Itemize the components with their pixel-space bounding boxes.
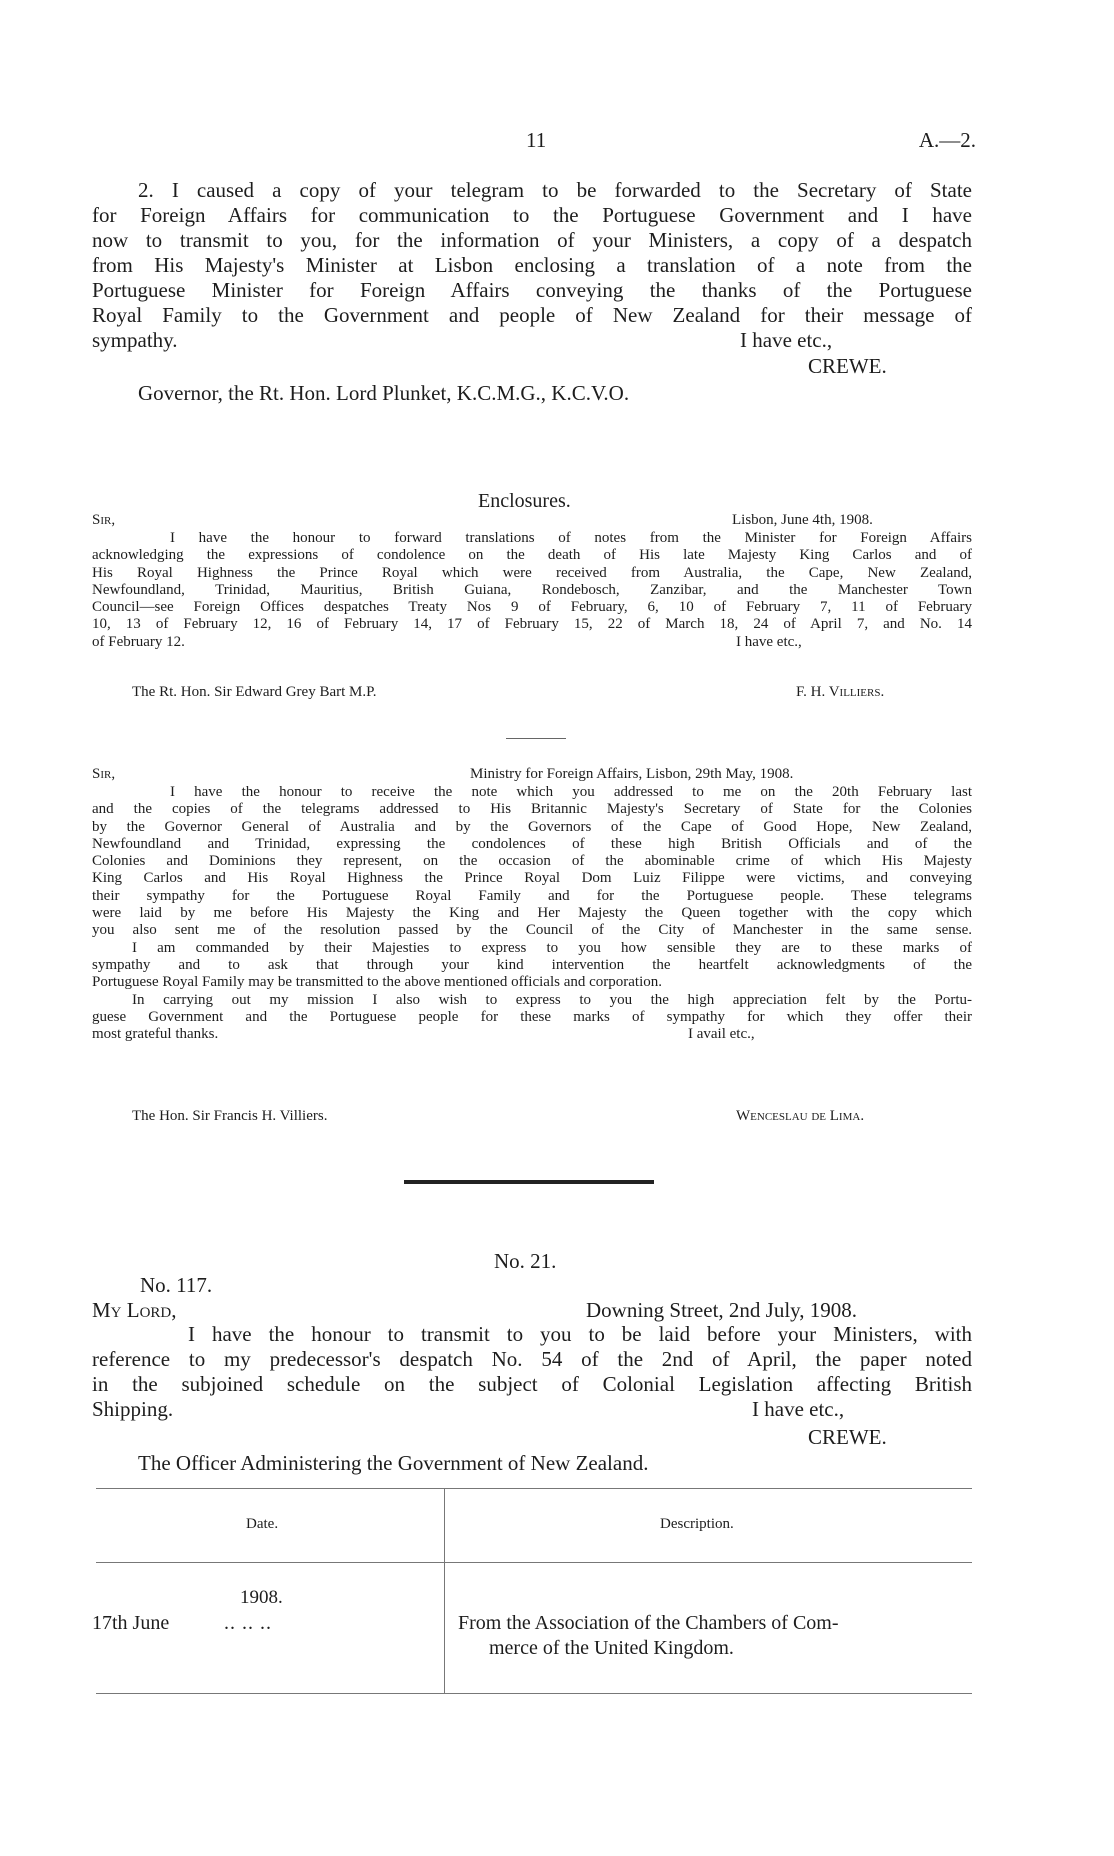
text-line: sympathy and to ask that through your kind intervention the heartfelt acknowledgments of the (92, 956, 972, 973)
text-line: Council—see Foreign Offices despatches Treaty Nos 9 of February, 6, 10 of February 7, 11 of February (92, 599, 972, 616)
despatch-body (92, 1322, 972, 1422)
text-line: I have the honour to forward translations of notes from the Minister for Foreign Affairs (170, 530, 972, 546)
table-bottom-rule (96, 1693, 972, 1694)
closing: I avail etc., (688, 1026, 755, 1043)
row-description-line-1: From the Association of the Chambers of Com- (458, 1612, 839, 1634)
table-column-divider (444, 1488, 445, 1693)
text-line: Royal Family to the Government and people of New Zealand for their message of (92, 303, 972, 327)
text-line: Newfoundland and Trinidad, expressing the condolences of these high British Officials and of the (92, 835, 972, 852)
closing: I have etc., (736, 633, 802, 650)
addressee: Governor, the Rt. Hon. Lord Plunket, K.C.M.G., K.C.V.O. (138, 381, 630, 405)
text-line: now to transmit to you, for the information of your Ministers, a copy of a despatch (92, 228, 972, 252)
closing: I have etc., (740, 328, 833, 352)
text-line: Newfoundland, Trinidad, Mauritius, British Guiana, Rondebosch, Zanzibar, and the Manchester Town (92, 581, 972, 598)
text-line: 10, 13 of February 12, 16 of February 14, 17 of February 15, 22 of March 18, 24 of April 7, and No. 14 (92, 616, 972, 633)
text-line: I am commanded by their Majesties to express to you how sensible they are to these marks of (132, 939, 972, 956)
despatch-heading: No. 21. (494, 1249, 557, 1273)
row-date: 17th June (92, 1612, 170, 1634)
text-line: in the subjoined schedule on the subject of Colonial Legislation affecting British (92, 1372, 972, 1396)
text-line: sympathy. (92, 328, 178, 352)
salutation: My Lord, (92, 1298, 177, 1322)
place-date: Ministry for Foreign Affairs, Lisbon, 29th May, 1908. (470, 766, 794, 782)
place-date: Lisbon, June 4th, 1908. (732, 512, 873, 528)
table-header-rule (96, 1562, 972, 1563)
text-line: reference to my predecessor's despatch No. 54 of the 2nd of April, the paper noted (92, 1347, 972, 1371)
text-line: King Carlos and His Royal Highness the Prince Royal Dom Luiz Filippe were victims, and conveying (92, 870, 972, 887)
enclosure-2-body (92, 784, 972, 1043)
table-year: 1908. (240, 1587, 283, 1608)
text-line: by the Governor General of Australia and by the Governors of the Cape of Good Hope, New Zealand, (92, 818, 972, 835)
text-line: you also sent me of the resolution passed by the Council of the City of Manchester in the same sense. (92, 922, 972, 939)
row-description-line-2: merce of the United Kingdom. (489, 1637, 734, 1659)
text-line: Portuguese Royal Family may be transmitted to the above mentioned officials and corporation. (92, 974, 663, 991)
letter-1-body (92, 178, 972, 353)
text-line: I have the honour to transmit to you to be laid before your Ministers, with (188, 1322, 972, 1346)
text-line: guese Government and the Portuguese people for these marks of sympathy for which they offer their (92, 1008, 972, 1025)
divider (506, 738, 566, 739)
section-divider (404, 1180, 654, 1184)
document-reference: A.—2. (918, 128, 976, 152)
despatch-number: No. 117. (140, 1273, 213, 1297)
signature: CREWE. (808, 354, 887, 378)
signature: F. H. Villiers. (796, 684, 885, 700)
text-line: most grateful thanks. (92, 1026, 219, 1043)
signature: Wenceslau de Lima. (736, 1108, 865, 1124)
place-date: Downing Street, 2nd July, 1908. (586, 1298, 858, 1322)
addressee: The Officer Administering the Government of New Zealand. (138, 1451, 649, 1475)
text-line: were laid by me before His Majesty the King and Her Majesty the Queen together with the copy which (92, 905, 972, 922)
text-line: and the copies of the telegrams addressed to His Britannic Majesty's Secretary of State for the Colonies (92, 801, 972, 818)
addressee: The Rt. Hon. Sir Edward Grey Bart M.P. (132, 684, 377, 700)
enclosures-title: Enclosures. (478, 490, 571, 512)
text-line: His Royal Highness the Prince Royal which were received from Australia, the Cape, New Zealand, (92, 564, 972, 581)
text-line: for Foreign Affairs for communication to the Portuguese Government and I have (92, 203, 972, 227)
text-line: acknowledging the expressions of condolence on the death of His late Majesty King Carlos and of (92, 547, 972, 564)
enclosure-1-body (92, 530, 972, 651)
column-header-description: Description. (660, 1516, 734, 1532)
salutation: Sir, (92, 512, 116, 528)
text-line: their sympathy for the Portuguese Royal Family and for the Portuguese people. These telegrams (92, 887, 972, 904)
page-number: 11 (526, 128, 547, 152)
text-line: Portuguese Minister for Foreign Affairs conveying the thanks of the Portuguese (92, 278, 972, 302)
table-top-rule (96, 1488, 972, 1489)
column-header-date: Date. (246, 1516, 279, 1532)
text-line: Colonies and Dominions they represent, on the occasion of the abominable crime of which His Majesty (92, 853, 972, 870)
text-line: In carrying out my mission I also wish to express to you the high appreciation felt by the Portu- (132, 991, 972, 1008)
addressee: The Hon. Sir Francis H. Villiers. (132, 1108, 328, 1124)
closing: I have etc., (752, 1397, 845, 1421)
text-line: Shipping. (92, 1397, 174, 1421)
text-line: from His Majesty's Minister at Lisbon enclosing a translation of a note from the (92, 253, 972, 277)
text-line: 2. I caused a copy of your telegram to be forwarded to the Secretary of State (138, 178, 972, 202)
salutation: Sir, (92, 766, 116, 782)
dot-leaders: .. .. .. (224, 1612, 272, 1634)
text-line: of February 12. (92, 633, 185, 650)
signature: CREWE. (808, 1425, 887, 1449)
text-line: I have the honour to receive the note which you addressed to me on the 20th February last (170, 784, 972, 800)
